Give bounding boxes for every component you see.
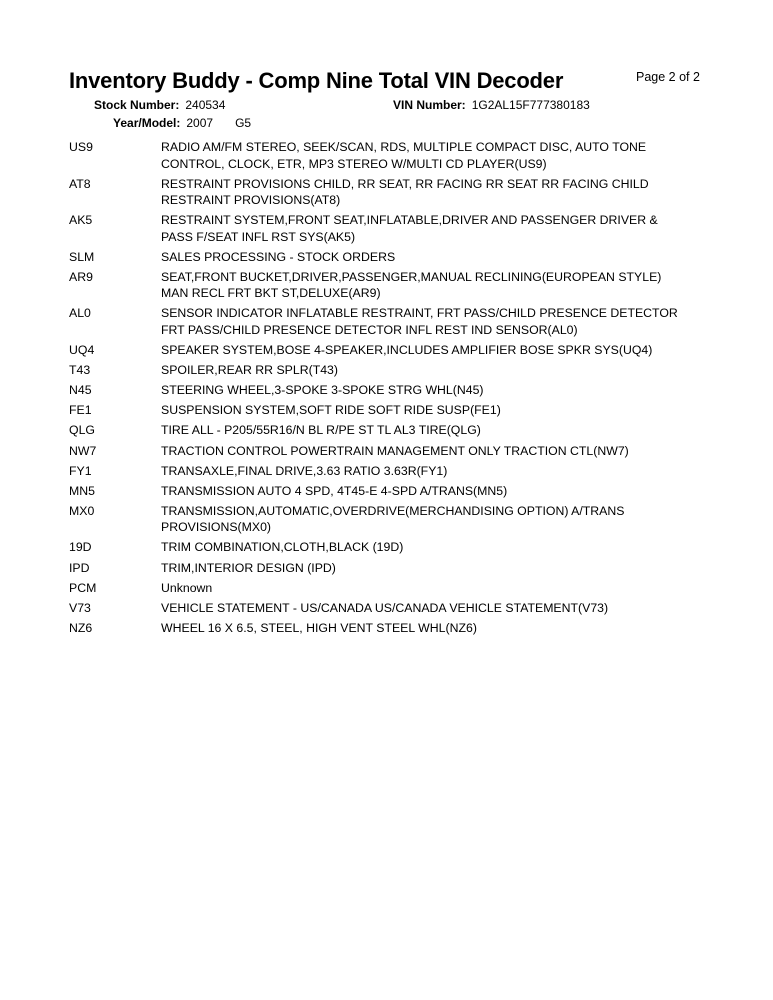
option-code: NW7	[69, 443, 97, 458]
option-description-line: RADIO AM/FM STEREO, SEEK/SCAN, RDS, MULTIPLE COMPACT DISC, AUTO TONE	[161, 140, 647, 154]
option-code: FE1	[69, 403, 92, 418]
option-code: FY1	[69, 463, 92, 478]
option-code: N45	[69, 383, 92, 398]
option-description	[161, 422, 709, 439]
option-description-line: SPOILER,REAR RR SPLR(T43)	[161, 363, 338, 378]
stock-number-label: Stock Number:	[94, 98, 180, 112]
option-description	[161, 483, 709, 500]
year-model-label: Year/Model:	[113, 116, 181, 130]
option-description-line: VEHICLE STATEMENT - US/CANADA US/CANADA VEHICLE STATEMENT(V73)	[161, 600, 609, 615]
option-description-line: CONTROL, CLOCK, ETR, MP3 STEREO W/MULTI CD PLAYER(US9)	[161, 156, 547, 171]
option-code: US9	[69, 140, 93, 154]
option-description	[161, 212, 709, 245]
option-code: MX0	[69, 503, 95, 518]
option-code: AR9	[69, 269, 93, 284]
option-codes-list	[69, 139, 709, 640]
option-description	[161, 139, 709, 172]
option-description-line: SPEAKER SYSTEM,BOSE 4-SPEAKER,INCLUDES AMPLIFIER BOSE SPKR SYS(UQ4)	[161, 343, 653, 358]
option-row	[69, 176, 709, 209]
option-description-line: SUSPENSION SYSTEM,SOFT RIDE SOFT RIDE SUSP(FE1)	[161, 403, 501, 418]
option-description-line: MAN RECL FRT BKT ST,DELUXE(AR9)	[161, 286, 381, 301]
option-description	[161, 305, 709, 338]
option-description-line: RESTRAINT PROVISIONS(AT8)	[161, 193, 341, 208]
option-code: AL0	[69, 306, 91, 321]
option-description	[161, 443, 709, 460]
vin-number-value: 1G2AL15F777380183	[471, 98, 590, 112]
option-code: IPD	[69, 560, 90, 575]
option-description	[161, 362, 709, 379]
option-row	[69, 139, 709, 172]
stock-number-value: 240534	[185, 98, 226, 112]
option-row	[69, 305, 709, 338]
option-description-line: WHEEL 16 X 6.5, STEEL, HIGH VENT STEEL WHL(NZ6)	[161, 620, 477, 635]
vin-number	[393, 98, 590, 112]
option-description	[161, 503, 709, 536]
option-code: AK5	[69, 213, 93, 228]
option-code: AT8	[69, 176, 91, 191]
option-row	[69, 362, 709, 379]
option-row	[69, 600, 709, 617]
option-row	[69, 503, 709, 536]
model-value: G5	[235, 116, 252, 130]
option-description	[161, 560, 709, 577]
option-row	[69, 560, 709, 577]
option-code: PCM	[69, 580, 97, 595]
option-description	[161, 539, 709, 556]
year-value: 2007	[186, 116, 214, 130]
option-row	[69, 443, 709, 460]
option-description-line: STEERING WHEEL,3-SPOKE 3-SPOKE STRG WHL(N45)	[161, 383, 484, 398]
option-row	[69, 402, 709, 419]
option-code: 19D	[69, 540, 92, 555]
option-description	[161, 382, 709, 399]
option-description-line: TRIM COMBINATION,CLOTH,BLACK (19D)	[161, 540, 404, 555]
option-description	[161, 342, 709, 359]
option-row	[69, 269, 709, 302]
page-title: Inventory Buddy - Comp Nine Total VIN Decoder	[69, 68, 564, 93]
option-row	[69, 382, 709, 399]
year-model	[113, 116, 251, 130]
option-description	[161, 620, 709, 637]
option-description	[161, 402, 709, 419]
option-description	[161, 269, 709, 302]
option-description-line: TRANSMISSION AUTO 4 SPD, 4T45-E 4-SPD A/TRANS(MN5)	[161, 483, 508, 498]
option-description-line: Unknown	[161, 580, 213, 595]
stock-number	[94, 98, 225, 112]
option-row	[69, 580, 709, 597]
option-row	[69, 422, 709, 439]
option-code: NZ6	[69, 620, 93, 635]
option-description	[161, 600, 709, 617]
option-description	[161, 463, 709, 480]
option-row	[69, 620, 709, 637]
option-description-line: RESTRAINT SYSTEM,FRONT SEAT,INFLATABLE,DRIVER AND PASSENGER DRIVER &	[161, 213, 658, 228]
vin-number-label: VIN Number:	[393, 98, 466, 112]
option-description-line: TRANSMISSION,AUTOMATIC,OVERDRIVE(MERCHANDISING OPTION) A/TRANS	[161, 503, 625, 518]
option-row	[69, 342, 709, 359]
option-code: V73	[69, 600, 91, 615]
option-description-line: SENSOR INDICATOR INFLATABLE RESTRAINT, FRT PASS/CHILD PRESENCE DETECTOR	[161, 306, 678, 321]
option-description	[161, 249, 709, 266]
option-description-line: FRT PASS/CHILD PRESENCE DETECTOR INFL REST IND SENSOR(AL0)	[161, 322, 578, 337]
option-row	[69, 463, 709, 480]
option-description-line: SALES PROCESSING - STOCK ORDERS	[161, 249, 396, 264]
option-row	[69, 483, 709, 500]
option-description-line: TRACTION CONTROL POWERTRAIN MANAGEMENT ONLY TRACTION CTL(NW7)	[161, 443, 629, 458]
option-description	[161, 580, 709, 597]
option-code: T43	[69, 363, 91, 378]
option-description-line: PASS F/SEAT INFL RST SYS(AK5)	[161, 229, 356, 244]
option-row	[69, 249, 709, 266]
option-row	[69, 539, 709, 556]
option-code: UQ4	[69, 343, 95, 358]
option-row	[69, 212, 709, 245]
option-description-line: TRANSAXLE,FINAL DRIVE,3.63 RATIO 3.63R(FY1)	[161, 463, 448, 478]
option-code: SLM	[69, 249, 95, 264]
option-description-line: TIRE ALL - P205/55R16/N BL R/PE ST TL AL3 TIRE(QLG)	[161, 423, 481, 438]
option-description-line: RESTRAINT PROVISIONS CHILD, RR SEAT, RR FACING RR SEAT RR FACING CHILD	[161, 176, 649, 191]
option-description-line: PROVISIONS(MX0)	[161, 520, 272, 535]
page-number: Page 2 of 2	[636, 70, 700, 84]
option-description	[161, 176, 709, 209]
option-code: QLG	[69, 423, 95, 438]
option-description-line: TRIM,INTERIOR DESIGN (IPD)	[161, 560, 336, 575]
option-code: MN5	[69, 483, 95, 498]
option-description-line: SEAT,FRONT BUCKET,DRIVER,PASSENGER,MANUAL RECLINING(EUROPEAN STYLE)	[161, 269, 662, 284]
